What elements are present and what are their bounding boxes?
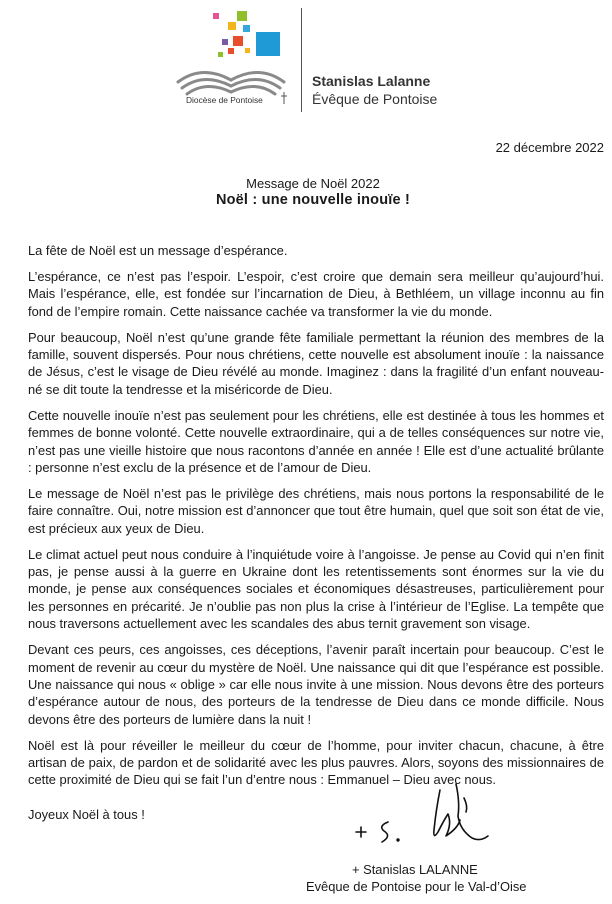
paragraph: Cette nouvelle inouïe n’est pas seulement pour les chrétiens, elle est destinée à tous les hommes et femmes de bonne volonté. Cette nouvelle extraordinaire, qui a de telles conséquences sur notre vie, n’est pas une vieille histoire que nous racontons d’année en année ! Elle est d’une actualité brûlante : personne n’est exclu de la présence et de l’amour de Dieu. <box>28 407 604 475</box>
logo-square-green <box>237 11 247 21</box>
book-icon <box>178 72 284 94</box>
logo-square-yellow <box>228 22 236 30</box>
logo-square-pink <box>213 13 219 19</box>
paragraph: L’espérance, ce n’est pas l’espoir. L’espoir, c’est croire que demain sera meilleur qu’aujourd’hui. Mais l’espérance, elle, est fondée sur l’incarnation de Dieu, à Bethléem, un village inconnu au fin fond de l’empire romain. Cette naissance cachée va transformer la vie du monde. <box>28 268 604 319</box>
letter-date: 22 décembre 2022 <box>495 140 604 155</box>
signature-name: + Stanislas LALANNE <box>352 862 478 877</box>
bishop-title: Évêque de Pontoise <box>312 91 438 107</box>
logo-square-blue <box>256 32 280 56</box>
logo-square-small-green <box>218 52 223 57</box>
paragraph: Devant ces peurs, ces angoisses, ces déceptions, l’avenir paraît incertain pour beaucoup. C’est le moment de revenir au cœur du mystère de Noël. Une naissance qui dit que l’espérance est possible. Une naissance qui nous « oblige » car elle nous invite à une mission. Nous devons être des porteurs d’espérance autour de nous, des porteurs de la tendresse de Dieu dans ce monde difficile. Nous devons être des porteurs de lumière dans la nuit ! <box>28 642 604 727</box>
paragraph: Le message de Noël n’est pas le privilège des chrétiens, mais nous portons la responsabilité de le faire connaître. Oui, notre mission est d’annoncer que tout être humain, quel que soit son état de vie, est précieux aux yeux de Dieu. <box>28 485 604 536</box>
paragraph: La fête de Noël est un message d’espérance. <box>28 243 288 258</box>
closing-line: Joyeux Noël à tous ! <box>28 807 145 822</box>
logo-square-orange <box>233 36 243 46</box>
signature-role: Evêque de Pontoise pour le Val-d’Oise <box>306 879 527 894</box>
header-divider <box>301 8 302 112</box>
logo-square-small-red <box>228 48 234 54</box>
paragraph: Noël est là pour réveiller le meilleur du cœur de l’homme, pour inviter chacun, chacune, à être artisan de paix, de pardon et de solidarité avec les plus pauvres. Alors, soyons des missionnaires de cette proximité de Dieu qui se fait l’un d’entre nous : Emmanuel – Dieu avec nous. <box>28 737 604 788</box>
logo-square-lightblue <box>243 25 250 32</box>
letter-title: Noël : une nouvelle inouïe ! <box>215 192 411 208</box>
cross-icon <box>281 92 287 104</box>
paragraph: Le climat actuel peut nous conduire à l’inquiétude voire à l’angoisse. Je pense au Covid qui n’en finit pas, je pense aussi à la guerre en Ukraine dont les retentissements sont énormes sur la vie du monde, je pense aux conséquences sociales et économiques désastreuses, particulièrement pour les personnes en précarité. Je n’oublie pas non plus la crise à l’intérieur de l’Eglise. La tempête que nous traversons actuellement avec les scandales des abus ternit gravement son visage. <box>28 546 604 632</box>
logo-square-purple <box>222 39 228 45</box>
handwritten-signature <box>348 780 498 848</box>
letter-body <box>28 242 604 797</box>
letter-subtitle: Message de Noël 2022 <box>246 176 380 191</box>
paragraph: Pour beaucoup, Noël n’est qu’une grande fête familiale permettant la réunion des membres de la famille, souvent dispersés. Pour nous chrétiens, cette nouvelle est absolument inouïe : la naissance de Jésus, c’est le visage de Dieu révélé au monde. Imaginez : dans la fragilité d’un enfant nouveau-né se dit toute la tendresse et la miséricorde de Dieu. <box>28 329 604 397</box>
logo-caption: Diocèse de Pontoise <box>186 95 263 105</box>
logo-square-small-yellow <box>245 48 250 53</box>
bishop-name: Stanislas Lalanne <box>312 73 431 89</box>
